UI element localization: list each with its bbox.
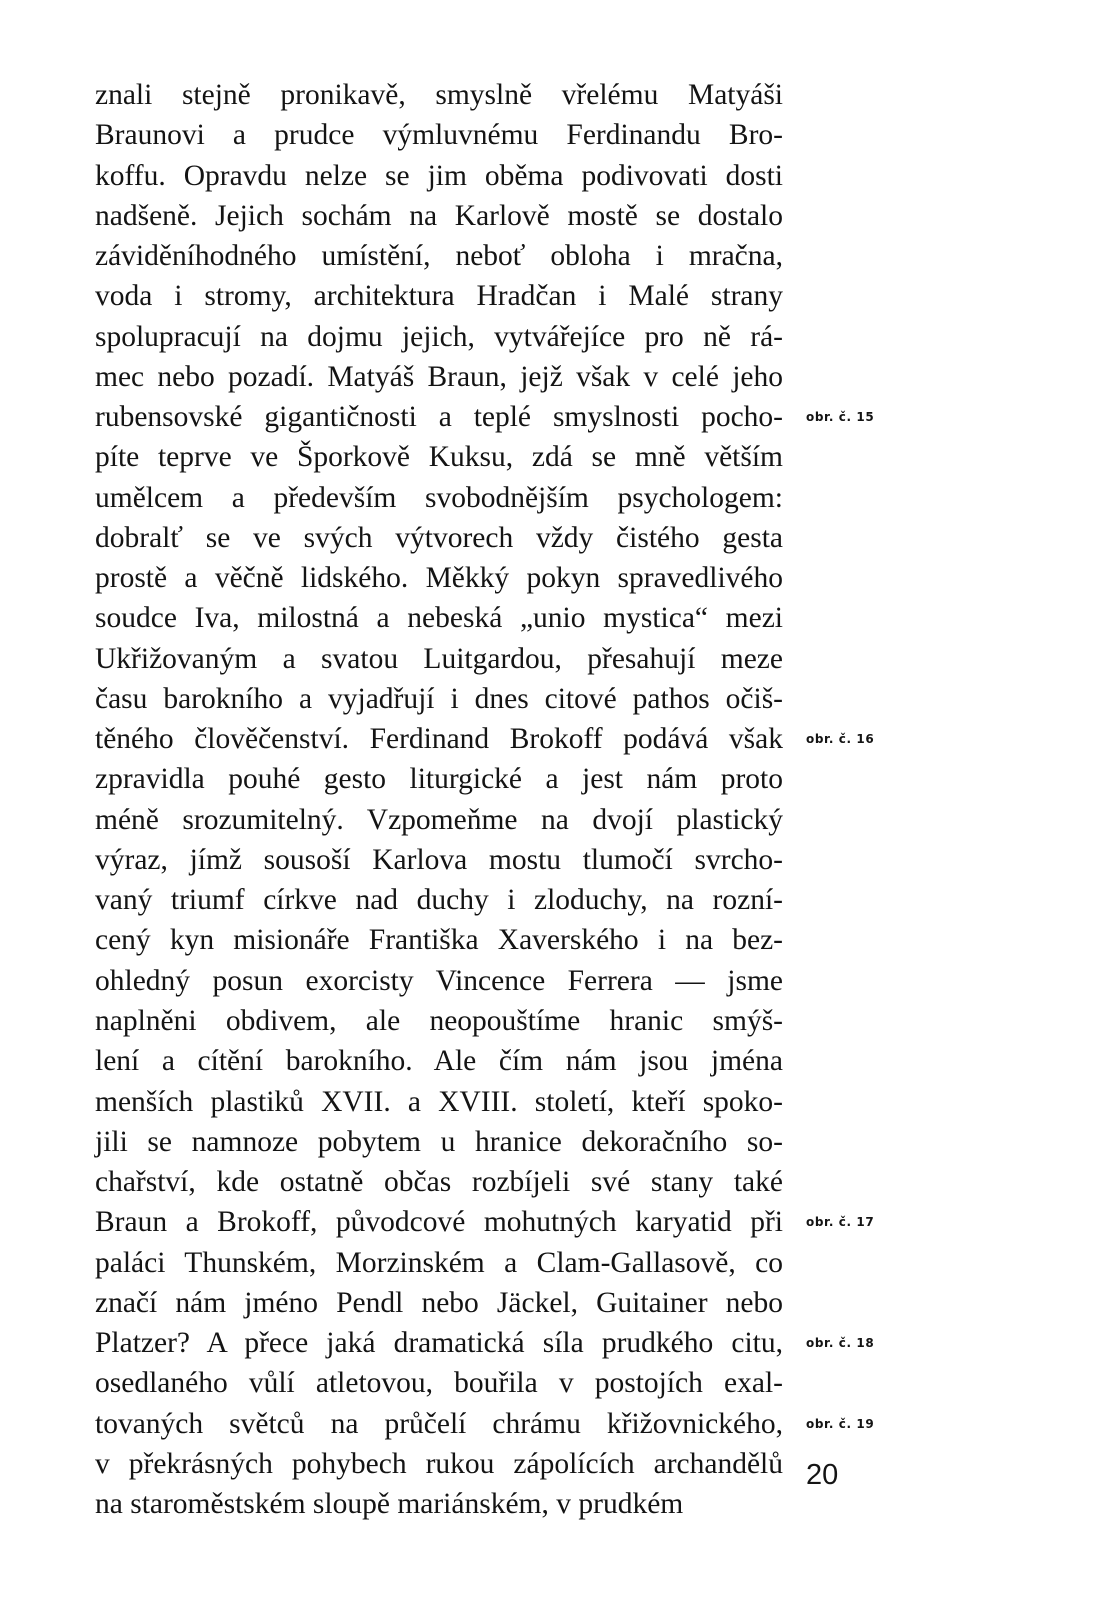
text-line: chařství, kde ostatně občas rozbíjeli své stany také [95, 1166, 783, 1199]
text-line: znali stejně pronikavě, smyslně vřelému Matyáši [95, 79, 783, 111]
figure-reference: obr. č. 18 [806, 1336, 875, 1351]
text-line: osedlaného vůlí atletovou, bouřila v postojích exal- [95, 1367, 783, 1400]
text-line: času barokního a vyjadřují i dnes citové pathos očiš- [95, 682, 783, 715]
text-line: rubensovské gigantičnosti a teplé smyslnosti pocho- [95, 401, 783, 434]
text-line: výraz, jímž sousoší Karlova mostu tlumočí svrcho- [95, 843, 783, 876]
text-line: mec nebo pozadí. Matyáš Braun, jejž však v celé jeho [95, 360, 783, 393]
text-line: značí nám jméno Pendl nebo Jäckel, Guitainer nebo [95, 1286, 783, 1319]
text-line: Braunovi a prudce výmluvnému Ferdinandu Bro- [95, 119, 783, 152]
page-number: 20 [806, 1459, 839, 1491]
figure-reference: obr. č. 15 [806, 410, 875, 425]
text-line: Ukřižovaným a svatou Luitgardou, přesahují meze [95, 642, 783, 675]
text-line: umělcem a především svobodnějším psychologem: [95, 481, 783, 514]
text-line: koffu. Opravdu nelze se jim oběma podivovati dosti [95, 159, 783, 192]
text-line: Platzer? A přece jaká dramatická síla prudkého citu, [95, 1327, 783, 1360]
text-line: cený kyn misionáře Františka Xaverského i na bez- [95, 924, 783, 957]
text-line: voda i stromy, architektura Hradčan i Malé strany [95, 280, 783, 313]
text-line: vaný triumf církve nad duchy i zloduchy, na rozní- [95, 884, 783, 917]
text-line: v překrásných pohybech rukou zápolících archandělů [95, 1447, 783, 1480]
text-line: dobralť se ve svých výtvorech vždy čistého gesta [95, 521, 783, 554]
text-line: na staroměstském sloupě mariánském, v prudkém [95, 1488, 684, 1521]
text-line: jili se namnoze pobytem u hranice dekoračního so- [95, 1125, 783, 1158]
text-line: ohledný posun exorcisty Vincence Ferrera — jsme [95, 964, 783, 997]
text-line: soudce Iva, milostná a nebeská „unio mystica“ mezi [95, 602, 783, 635]
figure-reference: obr. č. 19 [806, 1416, 875, 1431]
text-line: zpravidla pouhé gesto liturgické a jest nám proto [95, 763, 783, 796]
text-line: naplněni obdivem, ale neopouštíme hranic smýš- [95, 1004, 783, 1037]
figure-reference: obr. č. 16 [806, 732, 875, 747]
text-line: lení a cítění barokního. Ale čím nám jsou jména [95, 1045, 783, 1078]
text-line: prostě a věčně lidského. Měkký pokyn spravedlivého [95, 562, 783, 595]
text-line: tovaných světců na průčelí chrámu křižovnického, [95, 1407, 783, 1440]
text-line: záviděníhodného umístění, neboť obloha i mračna, [95, 240, 783, 273]
figure-reference: obr. č. 17 [806, 1215, 875, 1230]
text-line: menších plastiků XVII. a XVIII. století, kteří spoko- [95, 1085, 783, 1118]
text-line: spolupracují na dojmu jejich, vytvářejíce pro ně rá- [95, 320, 783, 353]
text-line: méně srozumitelný. Vzpomeňme na dvojí plastický [95, 803, 783, 836]
text-line: paláci Thunském, Morzinském a Clam-Gallasově, co [95, 1246, 783, 1279]
text-line: těného člověčenství. Ferdinand Brokoff podává však [95, 723, 783, 756]
text-line: nadšeně. Jejich sochám na Karlově mostě se dostalo [95, 199, 783, 232]
text-line: píte teprve ve Šporkově Kuksu, zdá se mně větším [95, 441, 783, 474]
text-line: Braun a Brokoff, původcové mohutných karyatid při [95, 1206, 783, 1239]
